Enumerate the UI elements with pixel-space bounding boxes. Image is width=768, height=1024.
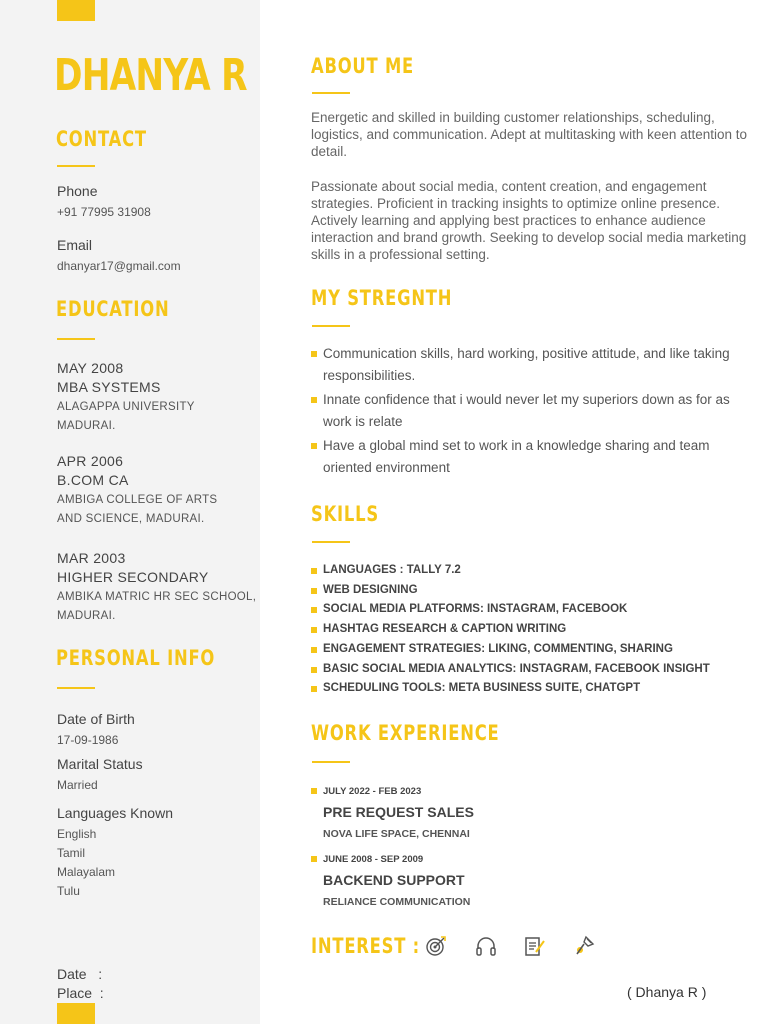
- about-paragraph: Energetic and skilled in building customer relationships, scheduling, logistics, and communication. Adept at multitasking with keen attention to detail.: [311, 110, 747, 159]
- edu-institution-line: MADURAI.: [57, 610, 116, 622]
- badminton-icon: [572, 934, 596, 958]
- marital-label: Marital Status: [57, 756, 143, 772]
- languages-list: [57, 825, 115, 901]
- signature: ( Dhanya R ): [627, 984, 707, 1000]
- phone-value: +91 77995 31908: [57, 205, 151, 219]
- edu-institution-line: ALAGAPPA UNIVERSITY: [57, 401, 195, 413]
- accent-block-top: [57, 0, 95, 21]
- accent-block-bottom: [57, 1003, 95, 1024]
- strength-item: Have a global mind set to work in a knowledge sharing and team oriented environment: [311, 435, 741, 478]
- language-item: English: [57, 827, 97, 841]
- skill-item: BASIC SOCIAL MEDIA ANALYTICS: INSTAGRAM, FACEBOOK INSIGHT: [311, 660, 710, 680]
- work-org: NOVA LIFE SPACE, CHENNAI: [323, 828, 470, 840]
- edu-degree: HIGHER SECONDARY: [57, 569, 209, 585]
- edu-date: MAR 2003: [57, 550, 126, 566]
- skill-item: ENGAGEMENT STRATEGIES: LIKING, COMMENTING, SHARING: [311, 640, 710, 660]
- skills-list: [311, 561, 710, 699]
- work-date: JUNE 2008 - SEP 2009: [311, 854, 423, 865]
- email-value: dhanyar17@gmail.com: [57, 259, 181, 273]
- interest-heading: INTEREST :: [311, 934, 420, 958]
- personal-heading: PERSONAL INFO: [56, 646, 216, 670]
- work-role: BACKEND SUPPORT: [323, 872, 465, 888]
- edu-institution-line: MADURAI.: [57, 420, 116, 432]
- work-rule: [312, 761, 350, 763]
- strength-rule: [312, 325, 350, 327]
- edu-institution-line: AND SCIENCE, MADURAI.: [57, 513, 205, 525]
- work-org: RELIANCE COMMUNICATION: [323, 896, 471, 908]
- place-label: Place :: [57, 985, 104, 1001]
- personal-rule: [57, 687, 95, 689]
- marital-value: Married: [57, 778, 98, 792]
- language-item: Tamil: [57, 846, 86, 860]
- about-rule: [312, 92, 350, 94]
- edu-institution: [57, 588, 256, 626]
- edu-institution: [57, 491, 217, 529]
- skills-heading: SKILLS: [311, 502, 379, 526]
- language-item: Tulu: [57, 884, 80, 898]
- edu-institution-line: AMBIGA COLLEGE OF ARTS: [57, 494, 218, 506]
- strength-item: Innate confidence that i would never let my superiors down as for as work is relate: [311, 389, 741, 432]
- skill-item: WEB DESIGNING: [311, 581, 710, 601]
- edu-institution-line: AMBIKA MATRIC HR SEC SCHOOL,: [57, 591, 257, 603]
- strength-heading: MY STREGNTH: [311, 286, 453, 310]
- about-heading: ABOUT ME: [311, 54, 414, 78]
- skill-item: LANGUAGES : TALLY 7.2: [311, 561, 710, 581]
- phone-label: Phone: [57, 183, 98, 199]
- dob-label: Date of Birth: [57, 711, 135, 727]
- date-label: Date :: [57, 966, 103, 982]
- edu-institution: [57, 398, 195, 436]
- strength-item: Communication skills, hard working, positive attitude, and like taking responsibilities.: [311, 343, 741, 386]
- candidate-name: DHANYA R: [54, 50, 247, 101]
- skill-item: SCHEDULING TOOLS: META BUSINESS SUITE, CHATGPT: [311, 679, 710, 699]
- education-rule: [57, 338, 95, 340]
- work-date: JULY 2022 - FEB 2023: [311, 786, 421, 797]
- edu-degree: B.COM CA: [57, 472, 129, 488]
- about-paragraph: Passionate about social media, content creation, and engagement strategies. Proficient in tracking insights to optimize online presence. Actively learning and applying best practices to enhance audience interaction and brand growth. Seeking to develop social media marketing skills in a professional setting.: [311, 179, 747, 262]
- work-heading: WORK EXPERIENCE: [311, 721, 500, 745]
- contact-heading: CONTACT: [56, 127, 147, 151]
- contact-rule: [57, 165, 95, 167]
- skills-rule: [312, 541, 350, 543]
- email-label: Email: [57, 237, 93, 253]
- education-heading: EDUCATION: [56, 297, 170, 321]
- writing-icon: [523, 934, 547, 958]
- edu-degree: MBA SYSTEMS: [57, 379, 161, 395]
- strength-list: [311, 343, 741, 481]
- language-item: Malayalam: [57, 865, 116, 879]
- edu-date: MAY 2008: [57, 360, 124, 376]
- work-role: PRE REQUEST SALES: [323, 804, 474, 820]
- skill-item: HASHTAG RESEARCH & CAPTION WRITING: [311, 620, 710, 640]
- languages-label: Languages Known: [57, 805, 173, 821]
- headphones-icon: [474, 934, 498, 958]
- target-icon: [424, 934, 448, 958]
- dob-value: 17-09-1986: [57, 733, 119, 747]
- edu-date: APR 2006: [57, 453, 124, 469]
- skill-item: SOCIAL MEDIA PLATFORMS: INSTAGRAM, FACEBOOK: [311, 600, 710, 620]
